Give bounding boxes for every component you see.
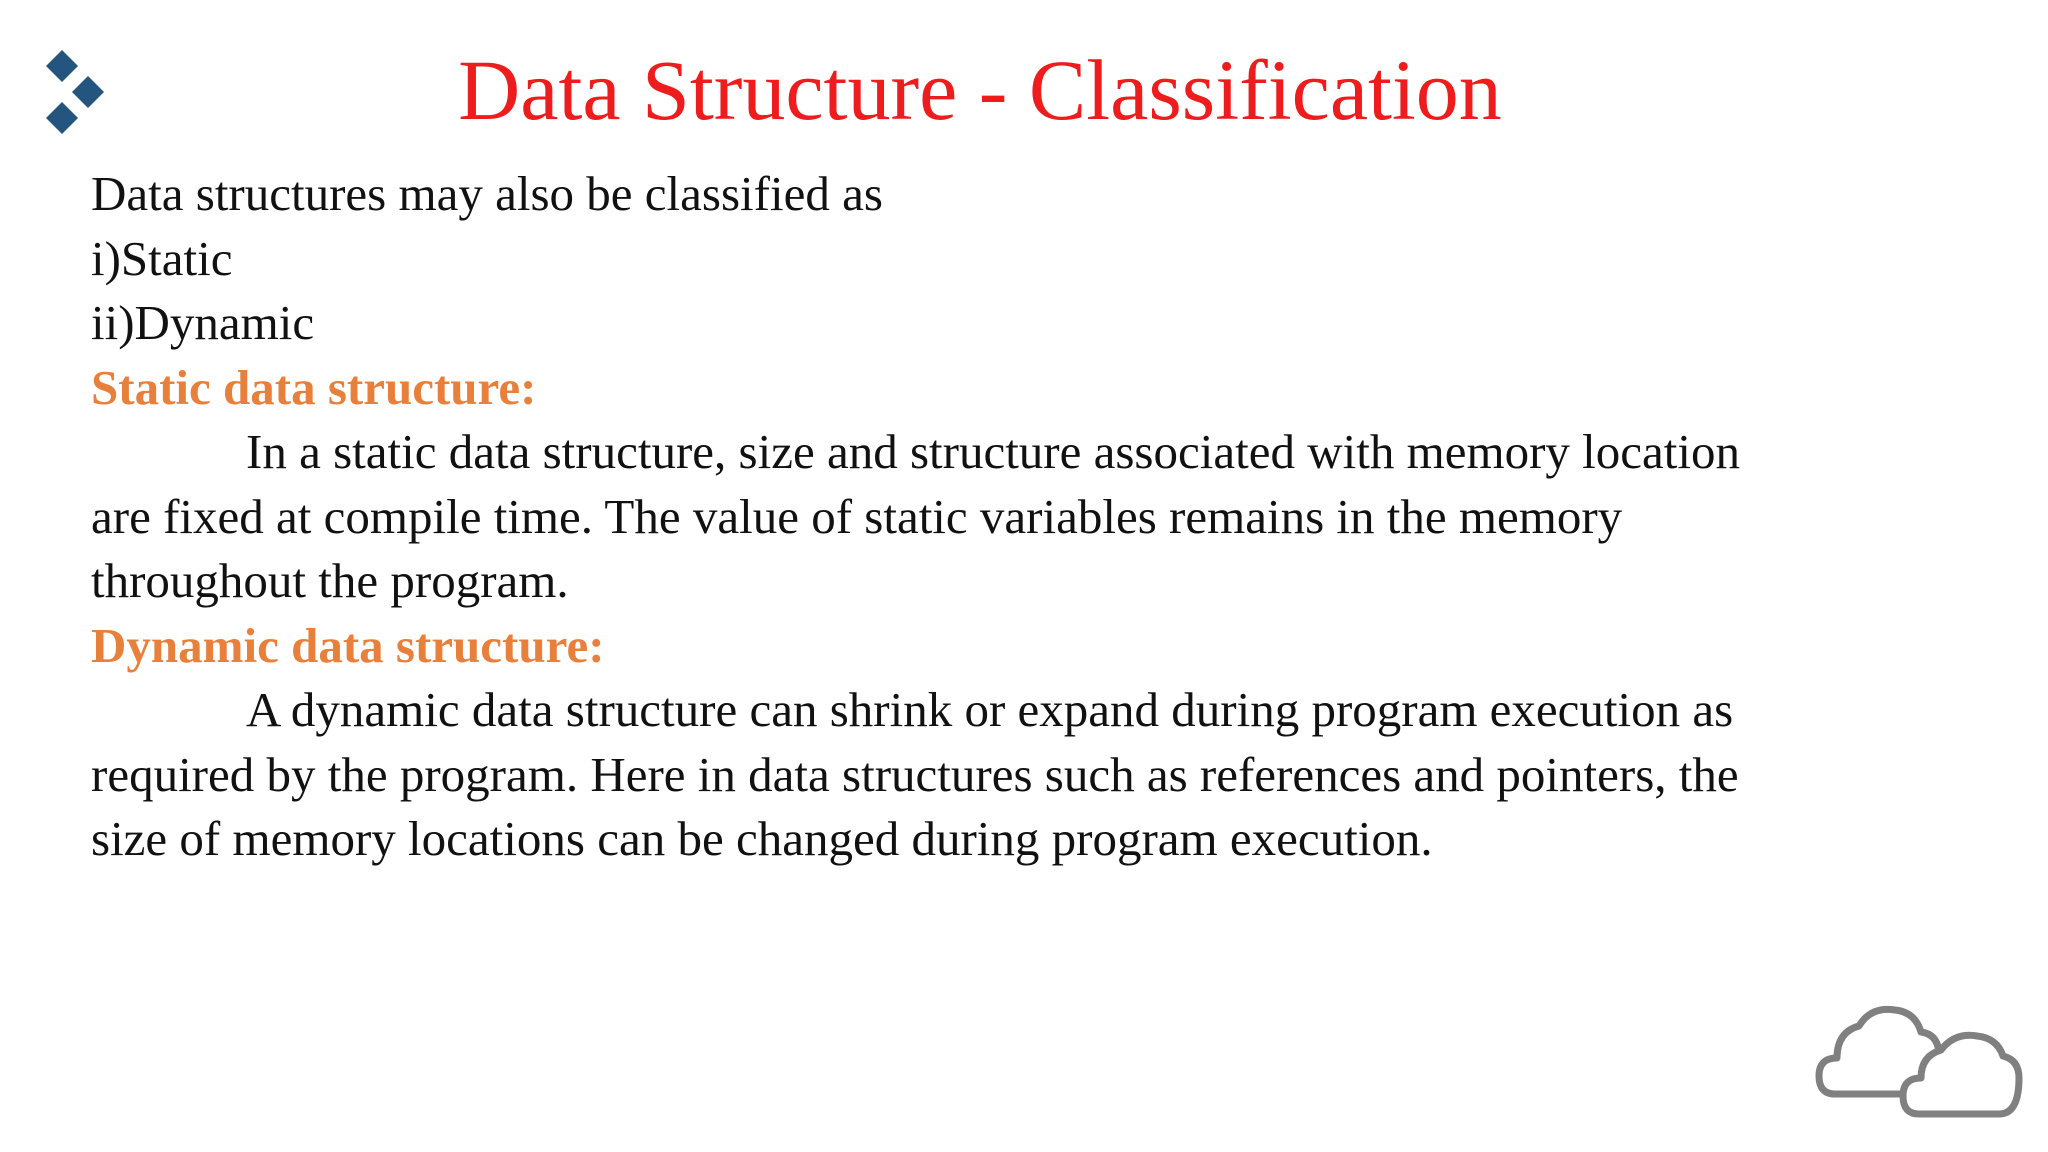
- slide-body: [91, 162, 1971, 872]
- intro-text: Data structures may also be classified as: [91, 166, 883, 221]
- static-paragraph-line: In a static data structure, size and structure associated with memory location: [246, 424, 1740, 479]
- static-paragraph-line: throughout the program.: [91, 553, 569, 608]
- clouds-icon: [1815, 1000, 2025, 1122]
- dynamic-paragraph-line: size of memory locations can be changed during program execution.: [91, 811, 1433, 866]
- static-heading: Static data structure:: [91, 359, 537, 415]
- type-item-static: i)Static: [91, 230, 233, 286]
- slide-title: Data Structure - Classification: [458, 42, 1502, 138]
- static-paragraph-line: are fixed at compile time. The value of static variables remains in the memory: [91, 488, 1623, 544]
- type-item-dynamic: ii)Dynamic: [91, 295, 315, 350]
- dynamic-heading: Dynamic data structure:: [91, 617, 605, 673]
- cloud-right-icon: [1903, 1035, 2019, 1114]
- dynamic-paragraph-line: A dynamic data structure can shrink or expand during program execution as: [246, 682, 1734, 737]
- dynamic-paragraph-line: required by the program. Here in data structures such as references and pointers, the: [91, 746, 1739, 802]
